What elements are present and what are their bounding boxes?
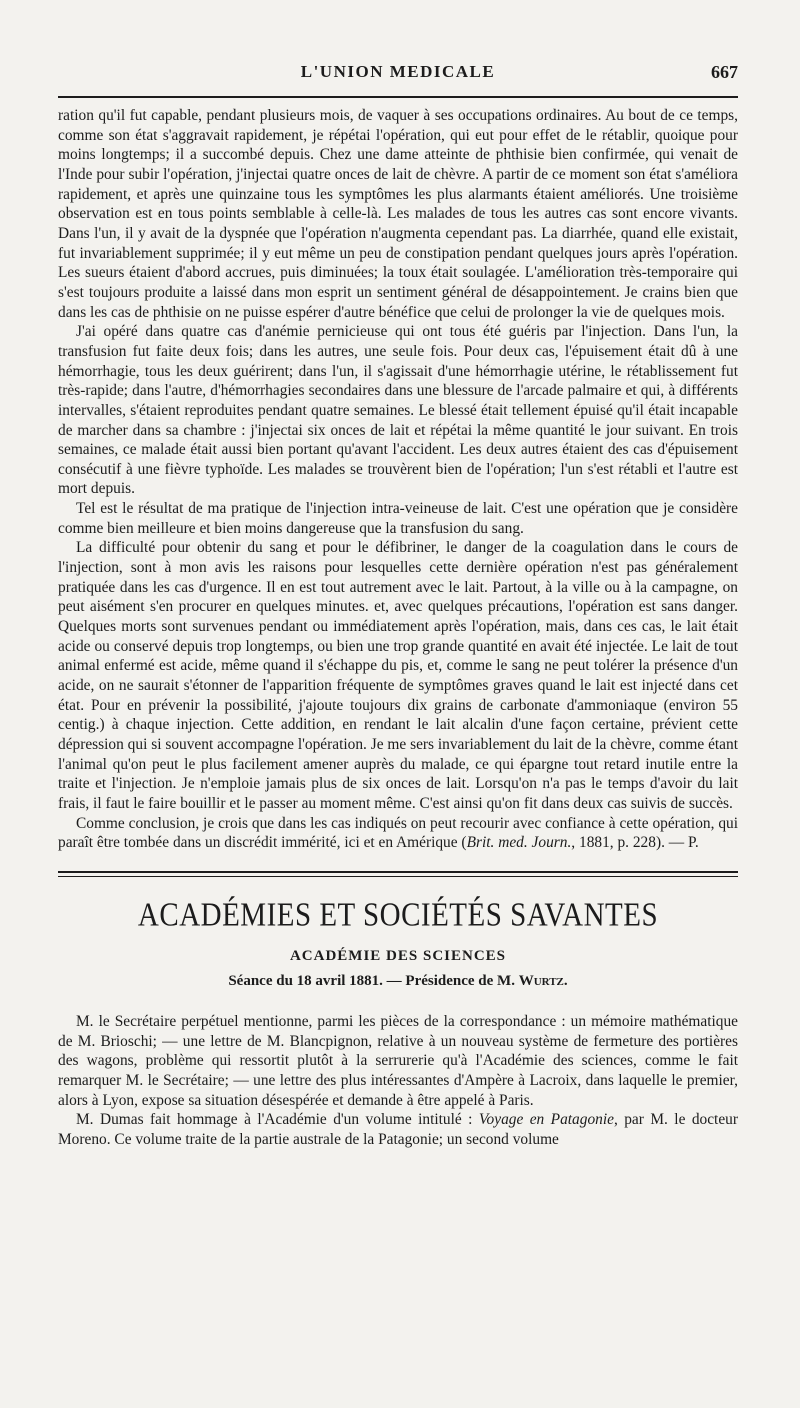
session-chair: Wurtz <box>518 972 564 989</box>
page-number: 667 <box>711 62 738 82</box>
article-paragraph: J'ai opéré dans quatre cas d'anémie pernicieuse qui ont tous été guéris par l'injection. Dans l'un, la transfusion fut faite deux fois; dans les autres, une seule fois. Pour deux cas, l'épuisement était dû à une hémorrhagie, tous les deux guérirent; dans l'un, il s'agissait d'une hémorrhagie utérine, le rétablissement fut très-rapide; dans l'autre, d'hémorrhagies secondaires dans une blessure de l'arcade palmaire et qui, à différents intervalles, s'étaient reproduites pendant quatre semaines. Le blessé était tellement épuisé qu'il était incapable de marcher dans sa chambre : j'injectai six onces de lait et répétai la même quantité le jour suivant. En trois semaines, ce malade était aussi bien portant qu'avant l'accident. Les deux autres étaient des cas d'épuisement consécutif à une fièvre typhoïde. Les malades se trouvèrent bien de l'opération; l'un s'est rétabli et l'autre est mort depuis. <box>58 323 738 498</box>
section-body <box>58 1012 738 1150</box>
section-title: ACADÉMIES ET SOCIÉTÉS SAVANTES <box>137 896 659 934</box>
article-paragraph: Tel est le résultat de ma pratique de l'injection intra-veineuse de lait. C'est une opération que je considère comme bien meilleure et bien moins dangereuse que la transfusion du sang. <box>58 500 738 537</box>
session-suffix: . <box>563 972 568 989</box>
header-rule <box>58 96 738 98</box>
article-paragraph: La difficulté pour obtenir du sang et pour le défibriner, le danger de la coagulation dans le cours de l'injection, sont à mon avis les raisons pour lesquelles cette dernière opération n'est pas généralement pratiquée dans les cas d'urgence. Il en est tout autrement avec le lait. Partout, à la ville ou à la campagne, on peut aisément s'en procurer en quelques minutes. et, avec quelques précautions, l'opération est sans danger. Quelques morts sont survenues pendant ou immédiatement après l'opération, mais, dans ces cas, le lait était acide ou conservé depuis trop longtemps, ou bien une trop grande quantité en avait été injectée. Le lait de tout animal enfermé est acide, même quand il s'échappe du pis, et, comme le sang ne peut tolérer la présence d'un acide, on ne saurait s'étonner de l'apparition fréquente de symptômes graves quand le lait est injecté dans cet état. Pour en prévenir la possibilité, j'ajoute toujours dix grains de carbonate d'ammoniaque (environ 55 centig.) à chaque injection. Cette addition, en rendant le lait alcalin d'une façon certaine, prévient cette dépression qui si souvent accompagne l'opération. Je me sers invariablement du lait de la chèvre, comme étant l'animal qu'on peut le plus facilement amener auprès du malade, ce qui épargne tout retard inutile entre la traite et l'injection. Je n'emploie jamais plus de six onces de lait. Lorsqu'on n'a pas le temps d'avoir du lait frais, il faut le faire bouillir et le passer au moment même. C'est ainsi qu'on fit dans deux cas suivis de succès. <box>58 539 738 812</box>
book-title: Voyage en Patagonie <box>478 1111 614 1129</box>
article-paragraph: ration qu'il fut capable, pendant plusieurs mois, de vaquer à ses occupations ordinaires. Au bout de ce temps, comme son état s'aggravait rapidement, je répétai l'opération, qui eut pour effet de le rétablir, quoique pour moins longtemps; il a succombé depuis. Chez une dame atteinte de phthisie bien confirmée, qui venait de l'Inde pour subir l'opération, j'injectai quatre onces de lait de chèvre. A partir de ce moment son état s'améliora rapidement, et après une quinzaine tous les symptômes les plus alarmants étaient améliorés. Une troisième observation est en tous points semblable à celle-là. Les malades de tous les autres cas sont encore vivants. Dans l'un, il y avait de la dyspnée que l'opération n'augmenta cependant pas. La diarrhée, quand elle existait, fut invariablement supprimée; il y eut même un peu de constipation pendant quelques jours après l'opération. Les sueurs étaient d'abord accrues, puis diminuées; la toux était soulagée. L'amélioration très-temporaire qui s'est toujours produite a laissé dans mon esprit un sentiment général de désappointement. Je crains bien que dans les cas de phthisie on ne puisse espérer d'autre bénéfice que celui de prolonger la vie de quelques mois. <box>58 107 738 321</box>
page-header <box>58 58 738 84</box>
session-prefix: Séance du 18 avril 1881. — Présidence de M. <box>228 972 519 989</box>
section-divider <box>58 871 738 877</box>
running-title: L'UNION MEDICALE <box>300 62 496 81</box>
article-body <box>58 106 738 853</box>
section-paragraph-2 <box>58 1110 738 1149</box>
section-paragraph: M. le Secrétaire perpétuel mentionne, parmi les pièces de la correspondance : un mémoire mathématique de M. Brioschi; — une lettre de M. Blancpignon, relative à un nouveau système de fermeture des portières des wagons, problème qui ressortit plutôt à la serrurerie qu'à l'Académie des sciences, comme le fait remarquer M. le Secrétaire; — une lettre des plus intéressantes d'Ampère à Lacroix, dans laquelle le premier, alors à Lyon, expose sa situation désespérée et demande à être appelé à Paris. <box>58 1012 738 1109</box>
session-line <box>58 973 738 990</box>
section-p2-end: , par M. le docteur Moreno. Ce volume traite de la partie australe de la Patagonie; un second volume <box>58 1111 738 1148</box>
article-conclusion <box>58 814 738 853</box>
conclusion-end: , 1881, p. 228). — P. <box>571 834 699 852</box>
journal-citation: Brit. med. Journ. <box>466 834 572 852</box>
section-p2-text: M. Dumas fait hommage à l'Académie d'un volume intitulé : <box>76 1111 479 1129</box>
subsection-title: ACADÉMIE DES SCIENCES <box>289 947 507 964</box>
conclusion-text: Comme conclusion, je crois que dans les cas indiqués on peut recourir avec confiance à cette opération, qui paraît être tombée dans un discrédit immérité, ici et en Amérique ( <box>58 814 738 852</box>
